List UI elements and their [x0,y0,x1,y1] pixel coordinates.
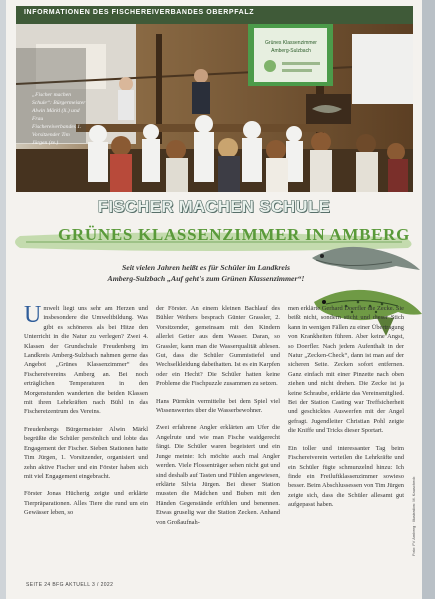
column-3-paragraph-2: Ein toller und interessanter Tag beim Fischereiverein verteilen die Lehrkräfte und ein Schüler fügte schmunzelnd hinzu: Ich finde ein Freiluftklassenzimmer sowieso besser. Beim Abschlussessen von Tim Jürgen zeigte sich, dass die Schüler allesamt gut aufgepasst haben. [288,444,404,509]
section-header-label: INFORMATIONEN DES FISCHEREIVERBANDES OBERPFALZ [24,9,255,16]
article-title: FISCHER MACHEN SCHULE [97,198,331,216]
column-2-paragraph-2: Hans Pürmkin vermittelte bei dem Spiel viel Wissenswertes über die Wasserbewohner. [156,397,280,415]
magazine-page [6,0,422,599]
board-line-1: Grünes Klassenzimmer [265,40,317,46]
article-lead-line-2: Amberg-Sulzbach „Auf geht's zum Grünen Klassenzimmer“! [107,274,305,283]
column-1-paragraph-2: Freudenbergs Bürgermeister Alwin Märkl begrüßte die Schüler persönlich und lobte das Engagement der Fischer. Sieben Stationen hatte Tim Jürgen, 1. Vorsitzender, organisiert und zehn aktive Fischer und ein Förster haben sich mit viel Engagement eingebracht. [24,425,148,480]
column-2-paragraph-1: der Förster. An einem kleinen Bachlauf des Bühler Weihers besprach Günter Grassler, 2. Vorsitzender, gemeinsam mit den Kindern allerlei Getier aus dem Wasser. Daran, so Grassler, kann man die Wasserqualität ablesen. Gut, dass die Schüler Gummistiefel und Wechselkleidung dabeihatten. Ist es ein Karpfen oder ein Hecht? Die Schüler hatten keine Probleme die Fischpuzzle zusammen zu setzen. [156,305,280,388]
page-footer: SEITE 24 BFG AKTUELL 3 / 2022 [26,582,114,588]
column-1-paragraph-3: Förster Jonas Hücherig zeigte und erklärte Tierpräparationen. Alles Tiere die rund um ein Gewässer leben, so [24,490,148,517]
article-column-1 [24,304,148,526]
column-1-paragraph-1 [24,304,148,417]
photo-caption: „Fischer machen Schule“: Bürgermeister Alwin Märkl (li.) und Frau Fischereiverbandes 1. Vorsitzender Tim Jürgen (re.) [32,92,86,146]
column-2-paragraph-3: Zwei erfahrene Angler erklärten am Ufer die Angelrute und wie man Fische waidgerecht fängt. Die Schüler waren begeistert und ein Junge meinte: Ich möchte auch mal Angler werden. Viele Flossenträger sehen nicht gut und sind deshalb auf Tasten und Fühlen angewiesen, erklärte Silvia Jürgen. Bei dieser Station mussten die Mädchen und Buben mit den Händen Gegenstände erfühlen und benennen. Etwas gruselig war die Station Zecken. Anhand von Großaufnah- [156,424,280,526]
article-lead-line-1: Seit vielen Jahren heißt es für Schüler im Landkreis [121,263,291,272]
column-3-paragraph-1: men erklärte Gerhard Doerfler die Zecke. Sie beißt nicht, sondern sticht und dieser Stich kann in wenigen Fällen zu einer Übertragung von Krankheiten führen. Aber keine Angst, so Doerfler. Nach jedem Aufenthalt in der Natur „Zecken-Check“, dann ist man auf der sicheren Seite. Zecken sofort entfernen. Ganz einfach mit einer Pinzette nach oben ziehen und nicht drehen. Die Zecke ist ja keine Schraube, erklärte das Vereinsmitglied. Bei der Station Casting war Treffsicherheit und geschicktes Auswerfen mit der Angel gefragt. Jugendleiter Christian Pohl zeigte die Kniffe und Tricks dieser Sportart. [288,305,404,435]
page-edge [422,0,435,599]
event-photo [16,24,413,192]
column-1-paragraph-1-text: mwelt liegt uns sehr am Herzen und insbesondere die Umweltbildung. Was gibt es schöneres als bei Hitze den Unterricht in die Natur zu verlegen? Zwei 4. Klassen der Grundschule Freudenberg im Landkreis Amberg-Sulzbach nahmen gerne das Angebot „Grünes Klassenzimmer“ des Fischereivereins Amberg an. Bei noch erträglichen Temperaturen in den Morgenstunden wanderten die beiden Klassen mit ihren Lehrkräften nach Bühl in das Fischereizentrum des Vereins. [24,305,148,416]
drop-cap: U [24,302,42,328]
board-line-2: Amberg-Sulzbach [271,48,311,54]
photo-credit: Foto: FV Amberg · Illustration: M. Kauscheck [411,476,416,556]
article-column-2 [156,304,280,535]
article-column-3 [288,304,404,518]
article-subtitle: GRÜNES KLASSENZIMMER IN AMBERG [58,225,411,244]
